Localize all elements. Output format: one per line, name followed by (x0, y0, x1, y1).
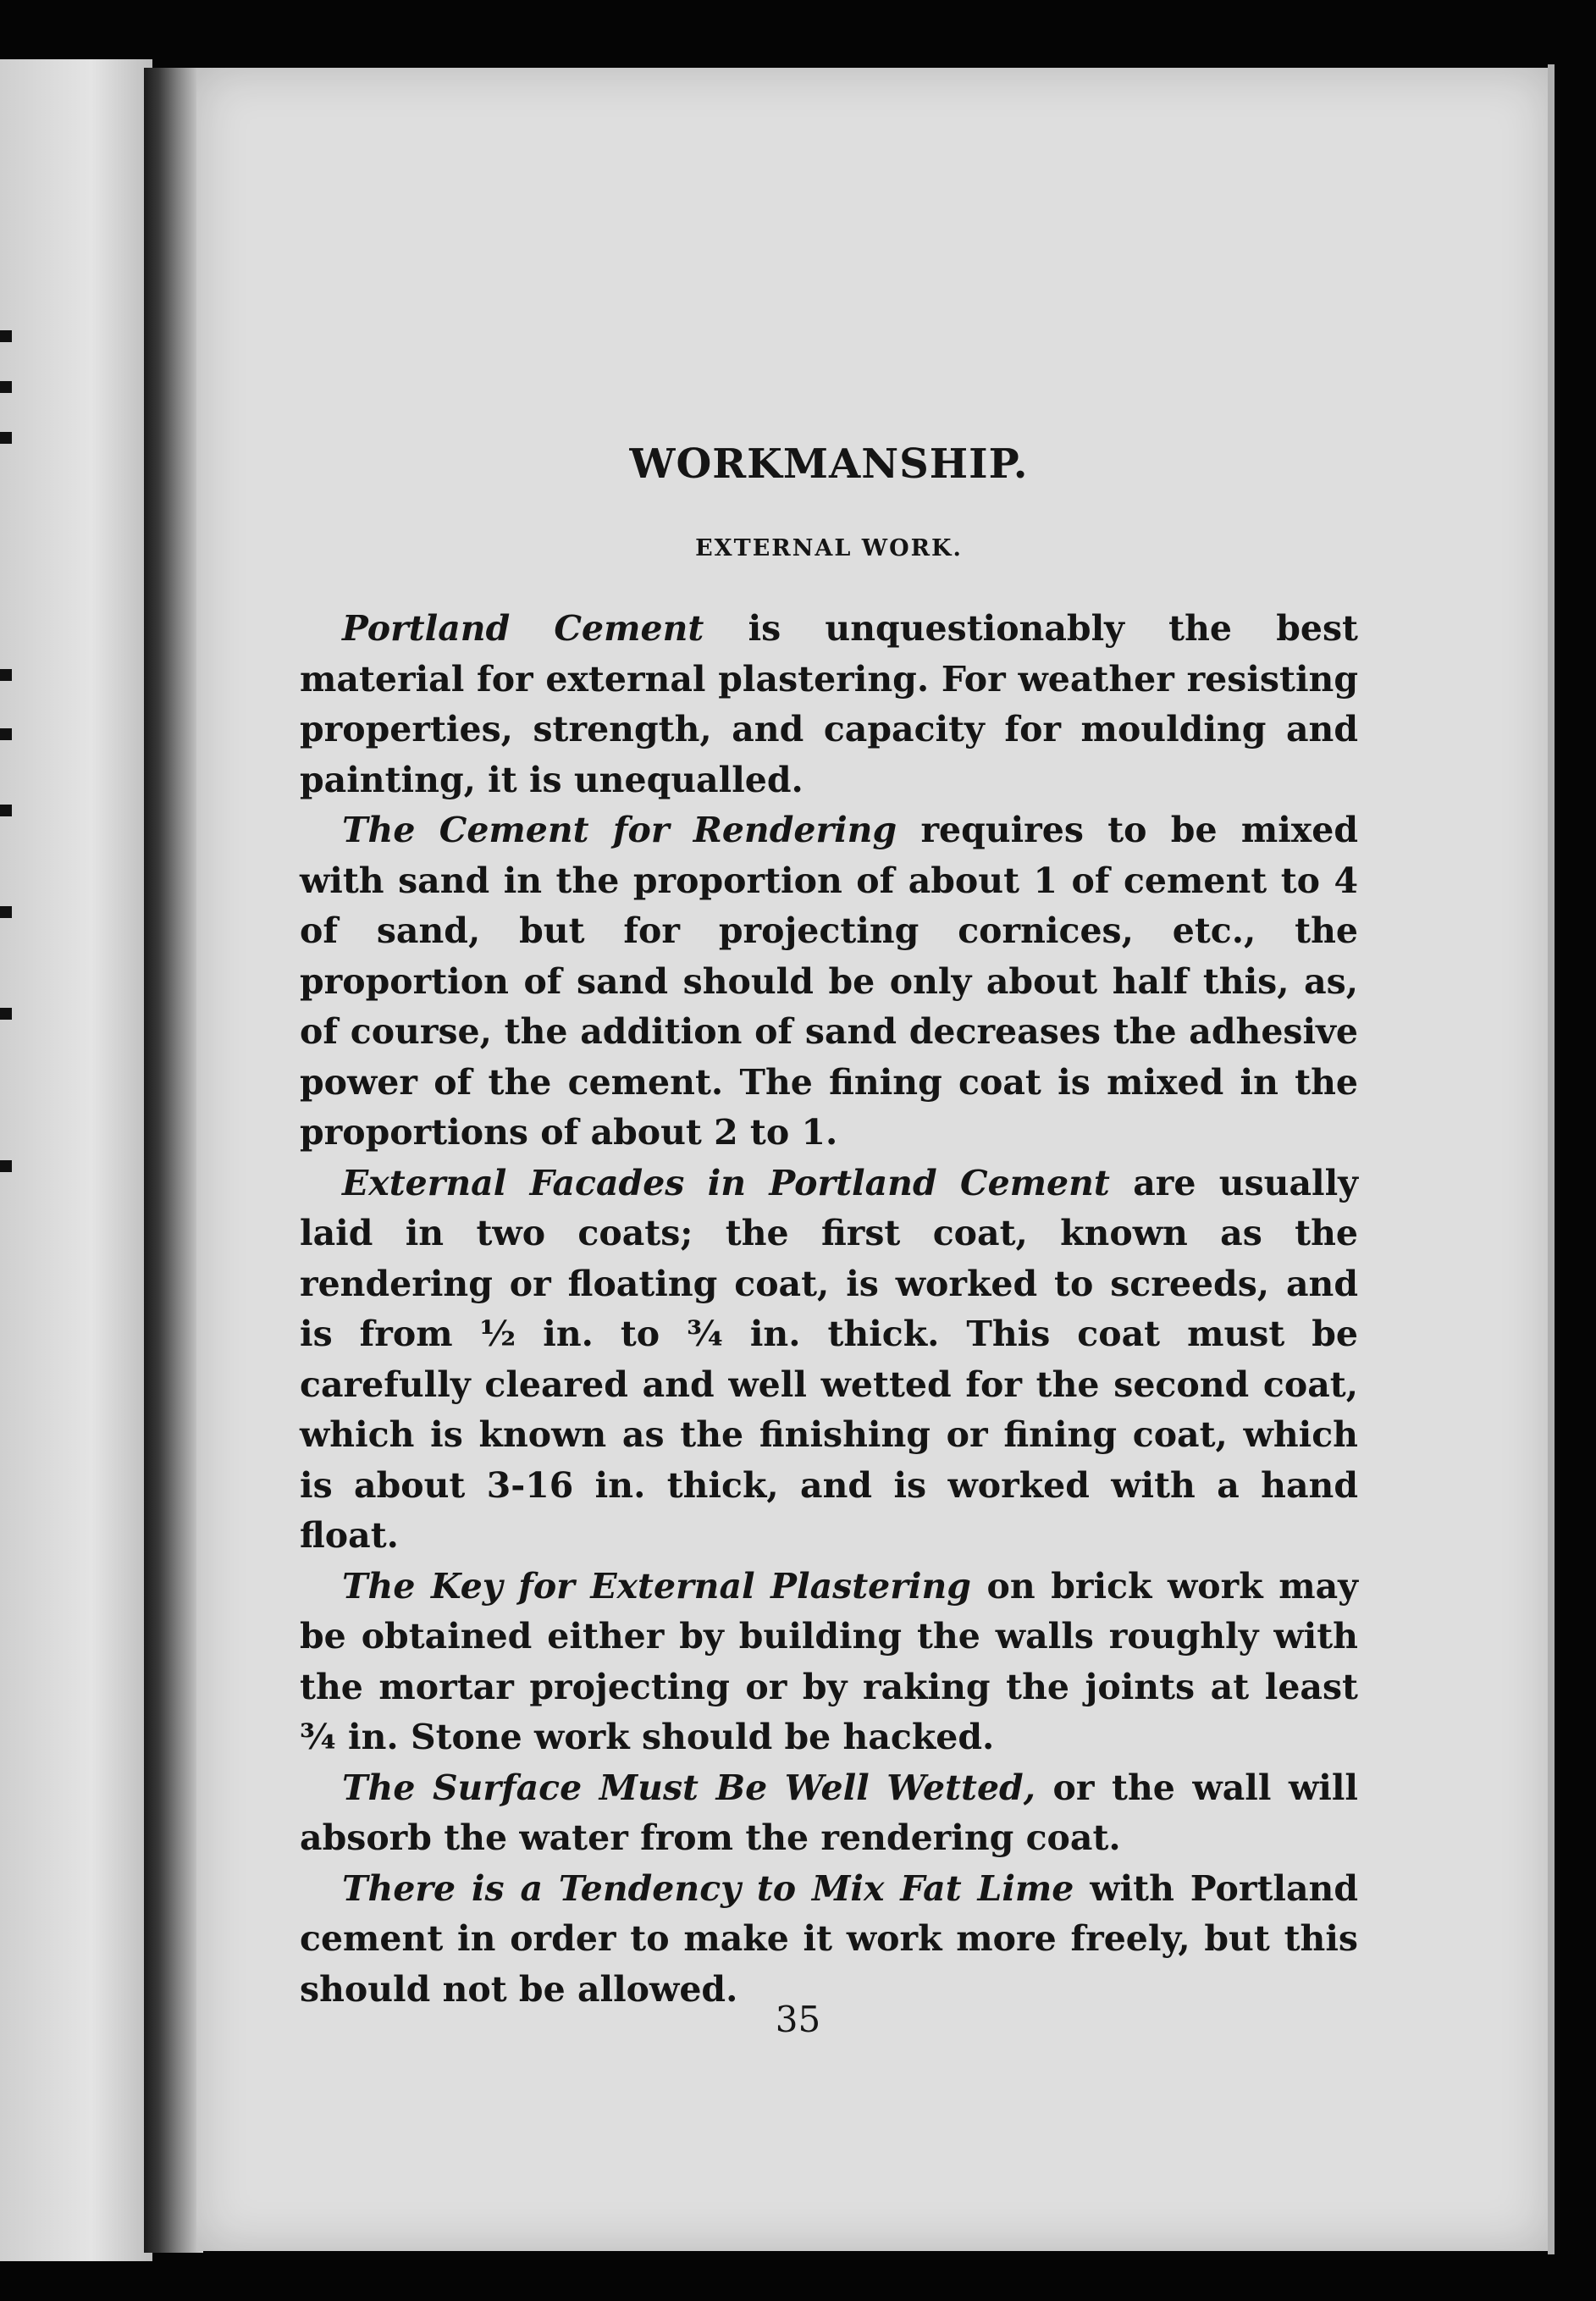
margin-fragment (0, 669, 12, 681)
margin-fragment (0, 1160, 12, 1172)
margin-fragment (0, 1008, 12, 1020)
margin-fragment (0, 330, 12, 342)
facing-page-edge (0, 59, 152, 2261)
paragraph-lead: There is a Tendency to Mix Fat Lime (342, 1867, 1074, 1909)
paragraph (300, 604, 1358, 805)
paragraph-lead: Portland Cement (342, 608, 704, 649)
book-gutter (144, 68, 203, 2253)
margin-fragment (0, 805, 12, 816)
paragraph-body: are usually laid in two coats; the first coat, known as the rendering or floating coat, is worked to screeds, and is from ½ in. to ¾ in. thick. This coat must be carefully cleared and well wetted for the second coat, which is known as the finishing or fining coat, which is about 3-16 in. thick, and is worked with a hand float. (300, 1162, 1358, 1556)
margin-fragment (0, 381, 12, 393)
page-number: 35 (775, 1999, 821, 2040)
paragraph-lead: The Surface Must Be Well Wetted, (342, 1767, 1035, 1808)
paragraph-body: requires to be mixed with sand in the proportion of about 1 of cement to 4 of sand, but for projecting cornices, etc., the proportion of sand should be only about half this, as, of course, the addition of sand decreases the adhesive power of the cement. The fining coat is mixed in the proportions of about 2 to 1. (300, 810, 1358, 1153)
paragraph (300, 1159, 1358, 1562)
paragraph-lead: External Facades in Portland Cement (342, 1162, 1110, 1203)
paragraph-body: is unquestionably the best material for external plastering. For weather resisting properties, strength, and capacity for moulding and painting, it is unequalled. (300, 608, 1358, 800)
paragraph (300, 1763, 1358, 1864)
paragraph-lead: The Key for External Plastering (342, 1565, 971, 1607)
paragraph-lead: The Cement for Rendering (342, 810, 897, 850)
paragraph (300, 1864, 1358, 2016)
paragraph-body: or the wall will absorb the water from the rendering coat. (300, 1767, 1358, 1858)
paragraph-body: with Portland cement in order to make it work more freely, but this should not be allowed. (300, 1867, 1358, 2010)
page-text (300, 440, 1358, 2015)
section-subtitle: EXTERNAL WORK. (695, 535, 963, 561)
page-edge (1548, 64, 1555, 2254)
margin-fragment (0, 906, 12, 918)
paragraph-body: on brick work may be obtained either by building the walls roughly with the mortar projecting or by raking the joints at least ¾ in. Stone work should be hacked. (300, 1565, 1358, 1757)
paragraph (300, 805, 1358, 1159)
margin-fragment (0, 432, 12, 444)
chapter-title: WORKMANSHIP. (629, 440, 1029, 488)
paragraph (300, 1562, 1358, 1763)
margin-fragment (0, 728, 12, 740)
